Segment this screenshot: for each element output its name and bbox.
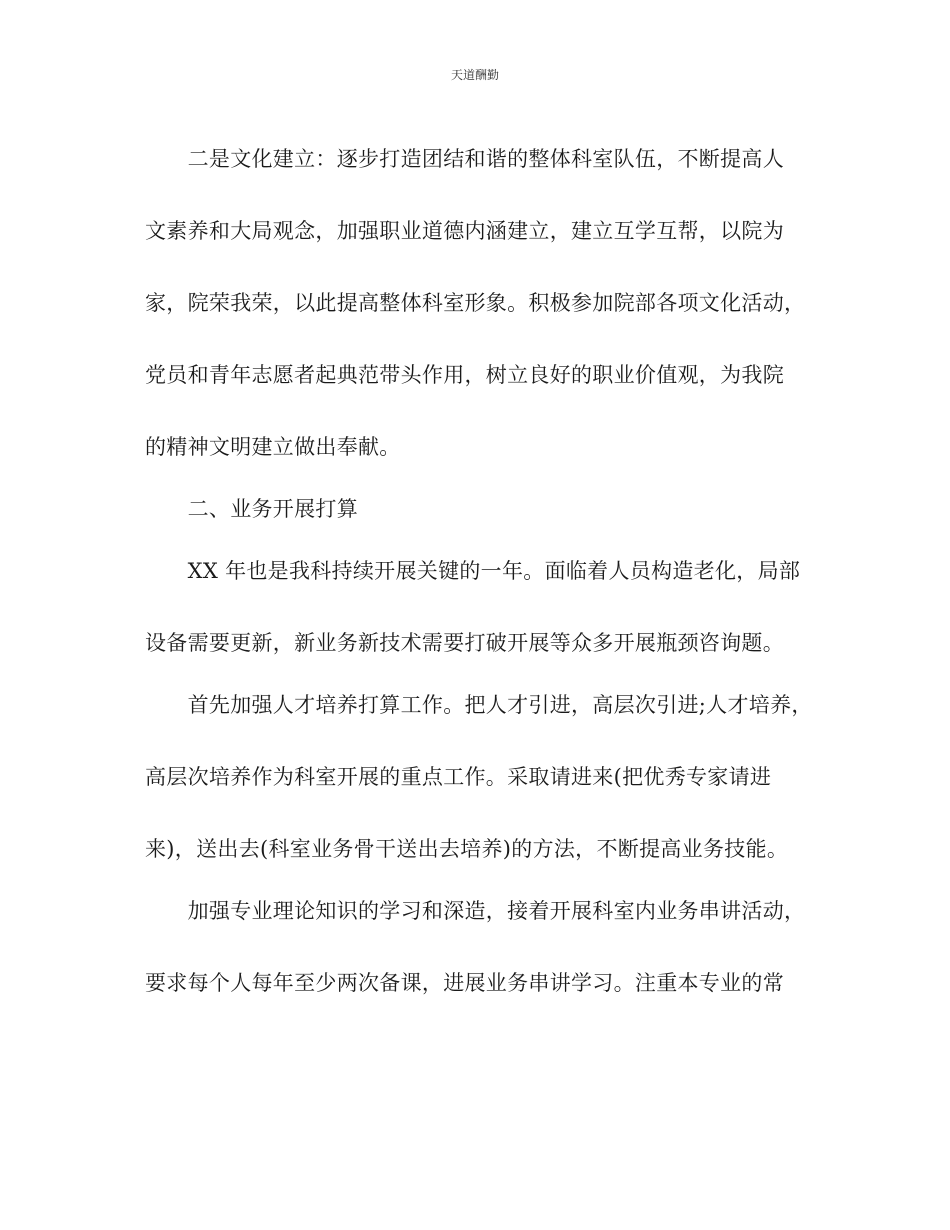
paragraph-line: 二是文化建立：逐步打造团结和谐的整体科室队伍，不断提高人	[145, 147, 784, 171]
section-heading: 二、业务开展打算	[145, 497, 358, 521]
paragraph-line: 家，院荣我荣，以此提高整体科室形象。积极参加院部各项文化活动，	[145, 291, 806, 315]
paragraph-line: 加强专业理论知识的学习和深造，接着开展科室内业务串讲活动，	[145, 899, 806, 923]
paragraph-line: 来)，送出去(科室业务骨干送出去培养)的方法，不断提高业务技能。	[145, 837, 789, 861]
paragraph-line: XX 年也是我科持续开展关键的一年。面临着人员构造老化，局部	[145, 559, 801, 583]
paragraph-line: 的精神文明建立做出奉献。	[145, 435, 401, 459]
paragraph-line: 党员和青年志愿者起典范带头作用，树立良好的职业价值观，为我院	[145, 363, 784, 387]
paragraph-line: 高层次培养作为科室开展的重点工作。采取请进来(把优秀专家请进	[145, 765, 772, 789]
paragraph-line: 要求每个人每年至少两次备课，进展业务串讲学习。注重本专业的常	[145, 971, 784, 995]
paragraph-line: 设备需要更新，新业务新技术需要打破开展等众多开展瓶颈咨询题。	[145, 631, 784, 655]
paragraph-line: 首先加强人才培养打算工作。把人才引进，高层次引进;人才培养，	[145, 693, 813, 717]
paragraph-line: 文素养和大局观念，加强职业道德内涵建立，建立互学互帮，以院为	[145, 219, 784, 243]
page-header: 天道酬勤	[450, 68, 499, 82]
